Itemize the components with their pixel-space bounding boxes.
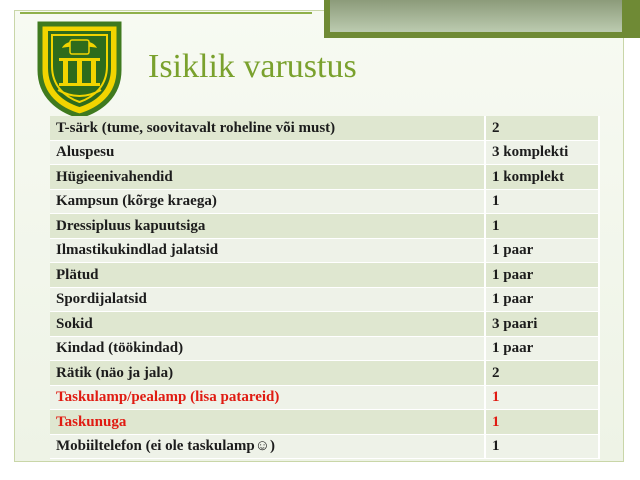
table-row [50, 410, 599, 435]
slide-title: Isiklik varustus [148, 48, 357, 85]
quantity-cell: 1 [485, 385, 599, 410]
quantity-cell: 2 [485, 361, 599, 386]
quantity-cell: 1 paar [485, 263, 599, 288]
quantity-cell: 1 paar [485, 238, 599, 263]
quantity-cell: 1 paar [485, 287, 599, 312]
item-cell: T-särk (tume, soovitavalt roheline või must) [50, 116, 485, 140]
item-cell: Dressipluus kapuutsiga [50, 214, 485, 239]
table-row [50, 361, 599, 386]
table-row [50, 287, 599, 312]
table-row [50, 238, 599, 263]
regiment-crest-logo [32, 18, 127, 118]
table-row [50, 385, 599, 410]
item-cell: Kampsun (kõrge kraega) [50, 189, 485, 214]
quantity-cell: 3 paari [485, 312, 599, 337]
table-row [50, 263, 599, 288]
quantity-cell: 1 [485, 434, 599, 459]
quantity-cell: 1 [485, 214, 599, 239]
item-cell: Rätik (näo ja jala) [50, 361, 485, 386]
quantity-cell: 1 [485, 189, 599, 214]
table-row [50, 189, 599, 214]
table-row [50, 140, 599, 165]
quantity-cell: 2 [485, 116, 599, 140]
quantity-cell: 1 paar [485, 336, 599, 361]
table-row [50, 434, 599, 459]
item-cell: Aluspesu [50, 140, 485, 165]
item-cell: Taskulamp/pealamp (lisa patareid) [50, 385, 485, 410]
item-cell: Hügieenivahendid [50, 165, 485, 190]
equipment-table [50, 116, 600, 459]
item-cell: Taskunuga [50, 410, 485, 435]
item-cell: Ilmastikukindlad jalatsid [50, 238, 485, 263]
table-row [50, 336, 599, 361]
item-cell: Sokid [50, 312, 485, 337]
table-row [50, 116, 599, 140]
item-cell: Mobiiltelefon (ei ole taskulamp☺) [50, 434, 485, 459]
table-row [50, 312, 599, 337]
quantity-cell: 1 komplekt [485, 165, 599, 190]
item-cell: Kindad (töökindad) [50, 336, 485, 361]
header-accent-panel [330, 0, 622, 32]
table-row [50, 214, 599, 239]
table-row [50, 165, 599, 190]
quantity-cell: 1 [485, 410, 599, 435]
quantity-cell: 3 komplekti [485, 140, 599, 165]
item-cell: Plätud [50, 263, 485, 288]
item-cell: Spordijalatsid [50, 287, 485, 312]
header-accent-line [20, 12, 312, 14]
